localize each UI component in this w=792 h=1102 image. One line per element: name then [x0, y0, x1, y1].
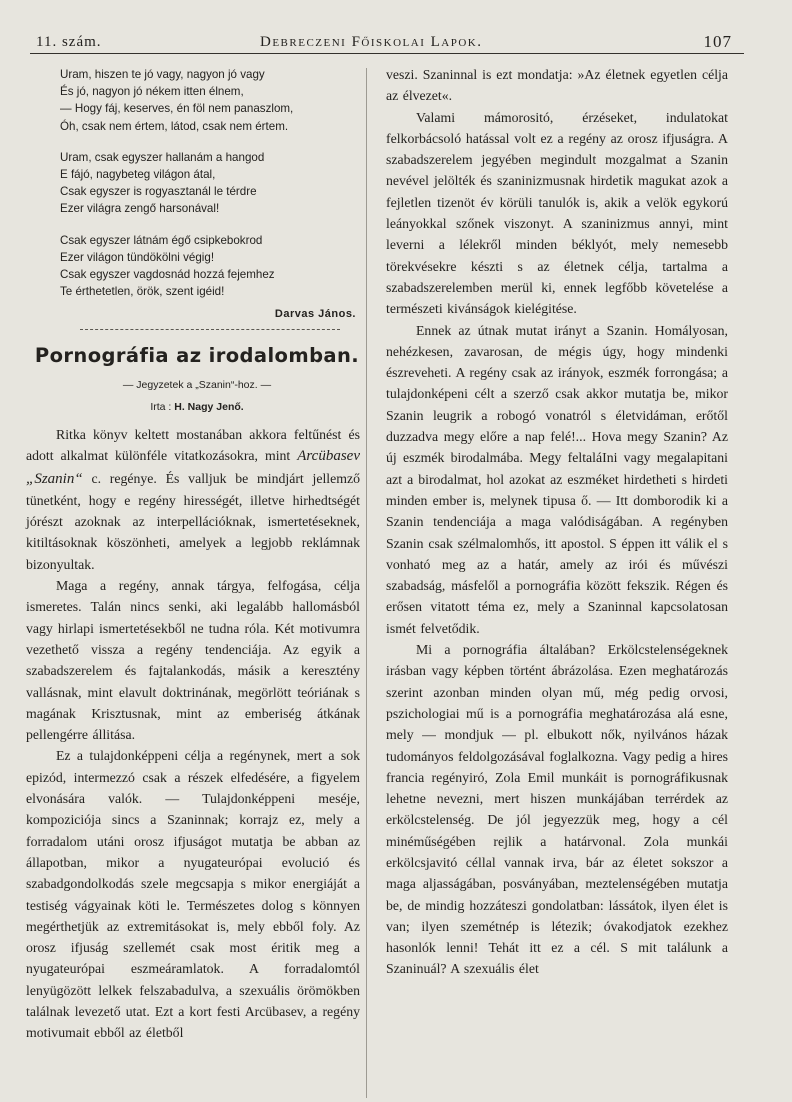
- byline-prefix: Irta :: [150, 401, 172, 413]
- header-rule: [30, 53, 744, 54]
- paragraph-text: Ritka könyv keltett mostanában akkora feltűnést és adott alkalmat különféle vitatkozásokra, mint: [26, 427, 360, 464]
- paragraph: Mi a pornográfia általában? Erkölcstelenségeknek irásban vagy képben történt ábrázolása. Ezen meghatározás szerint azonban minden olyan mű, még pedig orvosi, pszichologiai mű is a pornográfia meghatározása alá esne, mely — mondjuk — pl. elbukott nők, nyilvános házak tudományos feldolgozásával foglalkozna. Vagy pedig a hires francia regényiró, Zola Emil munkáit is pornográfikusnak lehetne nevezni, mert hiszen munkájában terrérdek az erkölcstelenség. De jól jegyezzük meg, hogy a cél minéműségében rejlik a határvonal. Zola munkái erkölcsjavitó céllal vannak irva, bár az életet sokszor a maga aljasságában, posványában, meztelenségében mutatja be, de mindig hozzáteszi gondolatban: lássátok, ilyen élet is van; ilyen szemétnép is létezik; óvakodjatok ezekhez hasonlók lenni! Tehát itt ez a cél. S mit találunk a Szaninuál? A szexuális élet: [386, 642, 728, 977]
- poem-line: Csak egyszer vagdosnád hozzá fejemhez: [60, 268, 275, 282]
- left-column-text: [26, 424, 360, 1044]
- article-byline: [32, 401, 362, 413]
- poem: [60, 66, 358, 314]
- poem-stanza-3: [60, 232, 358, 301]
- paragraph: veszi. Szaninnal is ezt mondatja: »Az életnek egyetlen célja az élvezet«.: [386, 67, 728, 104]
- novel-author: Arcübasev: [297, 448, 360, 465]
- poem-line: És jó, nagyon jó nékem itten élnem,: [60, 85, 244, 99]
- novel-title: „Szanin“: [26, 470, 83, 487]
- section-separator: [80, 329, 340, 330]
- poem-stanza-2: [60, 149, 358, 218]
- poem-line: Csak egyszer is rogyasztanál le térdre: [60, 185, 257, 199]
- poem-line: Uram, csak egyszer hallanám a hangod: [60, 150, 265, 164]
- poem-line: Te érthetetlen, örök, szent igéid!: [60, 285, 225, 299]
- poem-stanza-1: [60, 66, 358, 135]
- paragraph-text: c. regénye. És valljuk be mindjárt jellemző tünetként, hogy e regény hirességét, illetve hirhedtségét jórészt azoknak az interpellációknak, ismertetéseknek, kitiltásoknak köszönheti, amelyek a legjobb reklámnak bizonyultak.: [26, 470, 360, 572]
- article-author: H. Nagy Jenő.: [174, 401, 244, 413]
- poem-line: Uram, hiszen te jó vagy, nagyon jó vagy: [60, 68, 265, 81]
- right-column-text: [386, 64, 728, 980]
- article-title: Pornográfia az irodalomban.: [34, 344, 360, 367]
- poem-line: Óh, csak nem értem, látod, csak nem értem.: [60, 119, 289, 133]
- paragraph: [26, 424, 360, 575]
- paragraph: Valami mámorositó, érzéseket, indulatokat felkorbácsoló hatással volt ez a regény az orosz ifjuságra. A szabadszerelem jegyében megindult mozgalmat a Szanin nevével jelölték és szaninizmusnak hirdetik magukat azok a fejletlen tizenöt év körüli tanulók is, akik a velök egykorú leányokkal szőnek viszonyt. A szaninizmus annyi, mint leverni a lélekről minden béklyót, mely nemesebb törekvésekre készti s az életnek célja, tartalma a szabadszerelemben merül ki, ennek legfőbb követelése a természeti kivánságok kielégitése.: [386, 109, 728, 317]
- article-subtitle: — Jegyzetek a „Szanin“-hoz. —: [122, 379, 272, 391]
- paragraph: Ez a tulajdonképpeni célja a regénynek, mert a sok epizód, intermezzó csak a részek elfedésére, a figyelem elvonására valók. — Tulajdonképpeni meséje, kompoziciója sincs a Szaninnak; korrajz ez, mely a forradalom utáni orosz ifjuságot mutatja be abban az állapotban, mikor a nyugateurópai evolució és szabadgondolkodás szele megcsapja s mikor energiáját a testiség vágyainak köti le. Természetes dolog s könnyen megérthetjük az extremitásokat is, mely ebből foly. Az orosz ifjuság szellemét csak most éritik meg a nyugateurópai eszmeáramlatok. A forradalomtól lenyügözött lelkek felszabadulva, a szexuális örömökben találnak levezető utat. Ezt a kort festi Arcübasev, a regény motivumait ebből az életből: [26, 748, 360, 1041]
- poem-line: — Hogy fáj, keserves, én föl nem panaszlom,: [60, 102, 294, 116]
- page-number: 107: [703, 32, 732, 51]
- paragraph: Maga a regény, annak tárgya, felfogása, célja ismeretes. Talán nincs senki, aki legalább hallomásból vagy hirlapi ismertetésekből ne tudna róla. Két motivumra vezethető vissza a regény tendenciája. Az egyik a szabadszerelem és fajtalankodás, másik a keresztény vallásnak, mint elavult doktrinának, megörlött teóriának s magának Krisztusnak, mint az emberiség átkának pellengérre állitása.: [26, 578, 360, 743]
- poem-line: Ezer világon tündökölni végig!: [60, 250, 215, 264]
- running-head: [30, 30, 732, 52]
- poem-line: E fájó, nagybeteg világon átal,: [60, 168, 216, 182]
- issue-number: 11. szám.: [36, 34, 102, 50]
- poem-line: Ezer világra zengő harsonával!: [60, 202, 220, 216]
- poem-author: Darvas János.: [274, 308, 356, 320]
- poem-line: Csak egyszer látnám égő csipkebokrod: [60, 233, 263, 247]
- paragraph: Ennek az útnak mutat irányt a Szanin. Homályosan, nehézkesen, zavarosan, de mégis úgy, hogy mindenki észreveheti. A regény csak az irányok, eszmék forrongása; a tulajdonképeni célt a szerző csak akkor mutatja be, mikor Szanin leugrik a robogó vonatról s életvidáman, erőtől duzzadva megy előre a nap felé!... Hova megy Szanin? Az új eszmék birodalmába. Megy feltaláIni vagy megalapitani azt a birodalmat, hol azokat az eszméket hirdetheti s hirdeti minden ember is, melynek tipusa ő. — Itt domborodik ki a Szanin tendenciája a maga valódiságában. A regényben Szanin csak szélmalomhős, itt apostol. S éppen itt válik el s vonható meg az a határ, amely az irói és művészi szabadság, másfelől a pornográfia között fekszik. Régen és erősen vitatott téma ez, mely a Szaninnal kapcsolatosan ismét felvetődik.: [386, 322, 728, 636]
- column-divider: [366, 68, 367, 1098]
- journal-title: Debreczeni Főiskolai Lapok.: [260, 34, 483, 50]
